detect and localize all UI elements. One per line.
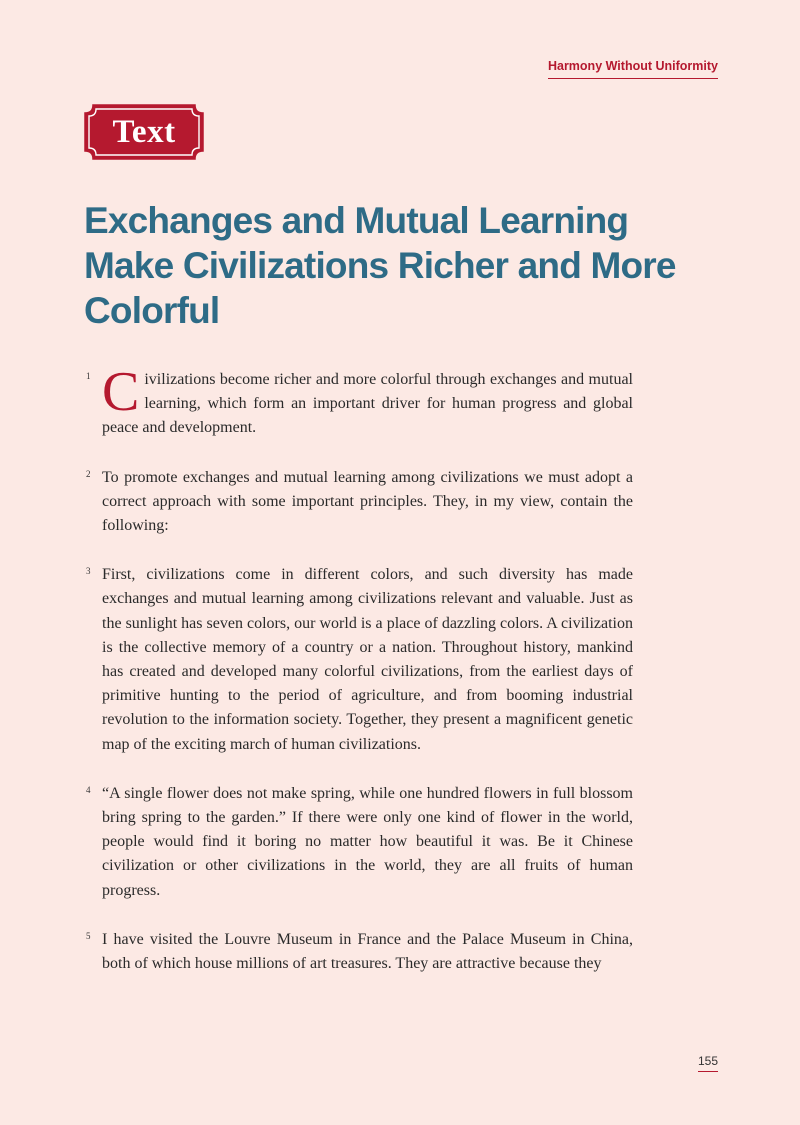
article-body: [86, 361, 633, 1001]
paragraph-number: 5: [86, 930, 91, 941]
paragraph-number: 4: [86, 784, 91, 795]
paragraph-text: First, civilizations come in different colors, and such diversity has made exchanges and mutual learning among civilizations relevant and valuable. Just as the sunlight has seven colors, our world is a place of dazzling colors. A civilization is the collective memory of a country or a nation. Throughout history, mankind has created and developed many colorful civilizations, from the earliest days of primitive hunting to the period of agriculture, and from booming industrial revolution to the information society. Together, they present a magnificent genetic map of the exciting march of human civilizations.: [102, 566, 633, 753]
paragraph-text: To promote exchanges and mutual learning among civilizations we must adopt a correct approach with some important principles. They, in my view, contain the following:: [102, 468, 633, 535]
paragraph-number: 3: [86, 566, 91, 577]
text-label-badge: [83, 103, 205, 161]
paragraph-2: [86, 466, 633, 539]
paragraph-1: [86, 361, 633, 441]
paragraph-text: ivilizations become richer and more colorful through exchanges and mutual learning, which form an important driver for human progress and global peace and development.: [102, 371, 633, 437]
paragraph-number: 1: [86, 371, 91, 381]
paragraph-4: [86, 782, 633, 903]
page-number: 155: [698, 1054, 718, 1072]
article-title: Exchanges and Mutual Learning Make Civilizations Richer and More Colorful: [84, 200, 676, 331]
badge-label: Text: [112, 113, 176, 150]
paragraph-text: “A single flower does not make spring, while one hundred flowers in full blossom bring spring to the garden.” If there were only one kind of flower in the world, people would find it boring no matter how beautiful it was. Be it Chinese civilization or other civilizations in the world, they are all fruits of human progress.: [102, 784, 633, 899]
drop-cap: C: [102, 361, 140, 423]
paragraph-number: 2: [86, 468, 91, 479]
running-header: Harmony Without Uniformity: [548, 59, 718, 79]
paragraph-3: [86, 563, 633, 757]
paragraph-5: [86, 928, 633, 976]
paragraph-text: I have visited the Louvre Museum in France and the Palace Museum in China, both of which house millions of art treasures. They are attractive because they: [102, 930, 633, 973]
